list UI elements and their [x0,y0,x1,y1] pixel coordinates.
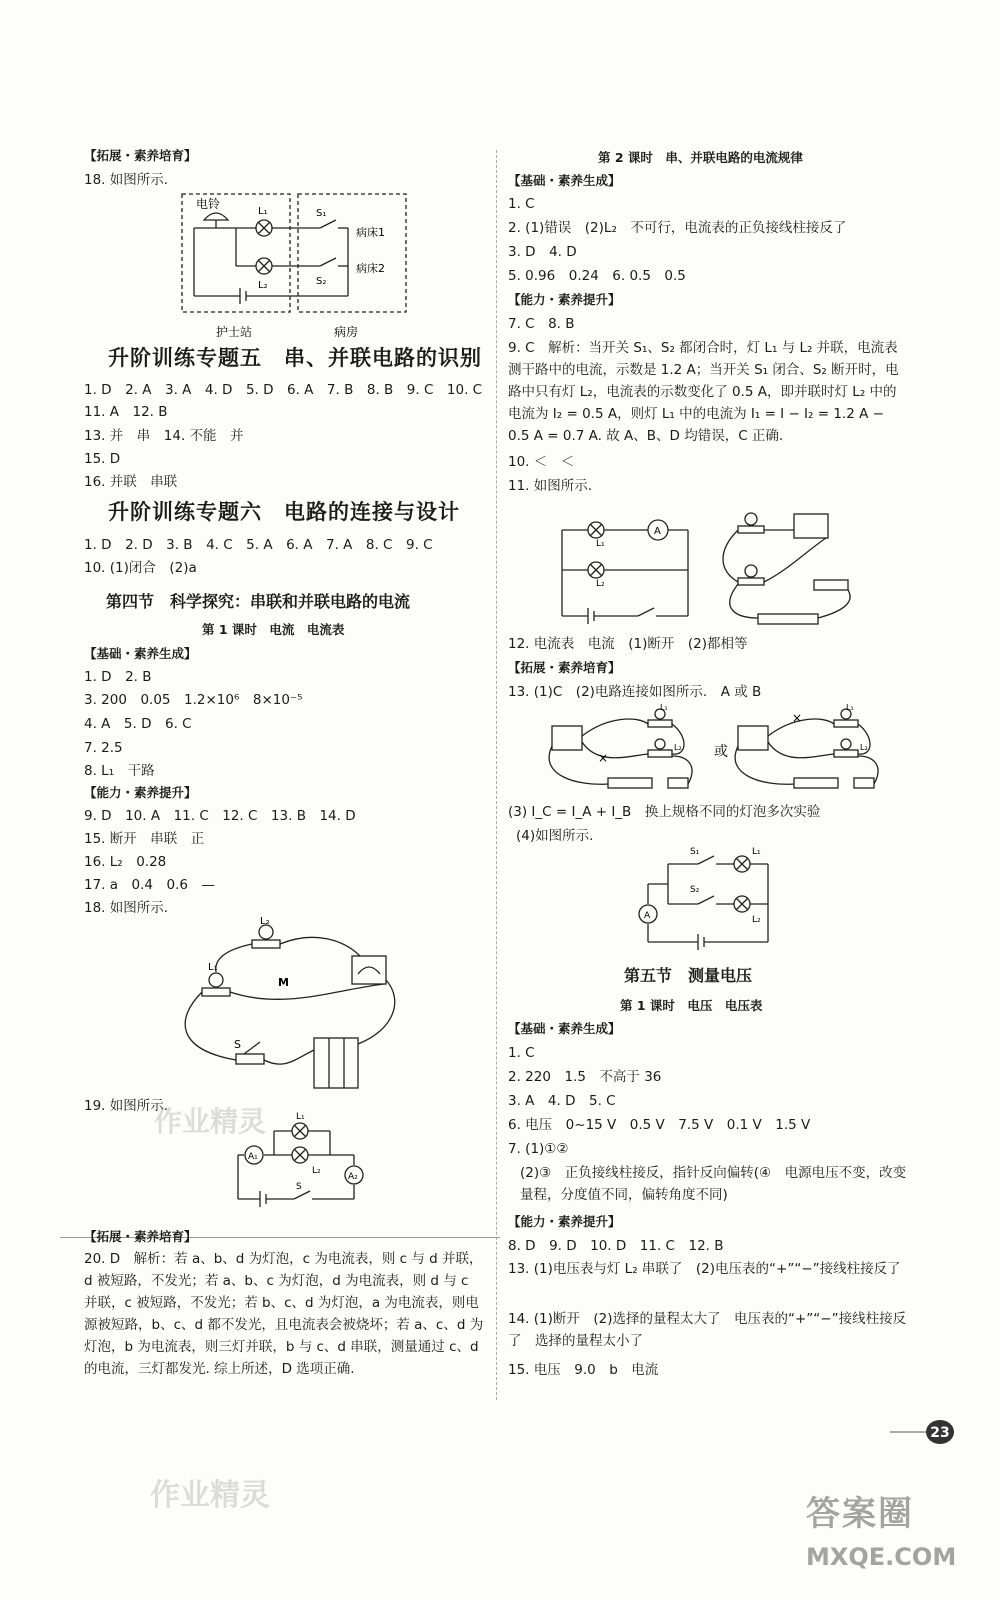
topic5-line5: 16. 并联 串联 [84,474,178,490]
q10-answer: 10. ＜ ＜ [508,454,575,470]
cross-mark-2: × [792,711,803,725]
fig11-l2-label: L₂ [596,579,605,589]
ability-line5: 18. 如图所示. [84,900,169,916]
or-label: 或 [714,744,728,760]
q11-text: 11. 如图所示. [508,478,593,494]
fig19-a1-label: A₁ [248,1152,258,1162]
voltage-line10: 15. 电压 9.0 b 电流 [508,1362,659,1378]
topic5-line3: 13. 并 串 14. 不能 并 [84,428,244,444]
q13-line3: (3) I_C = I_A + I_B 换上规格不同的灯泡多次实验 [508,804,821,820]
fig18-l1-label: L₁ [208,962,218,973]
ability-header: 【能力・素养提升】 [84,785,197,800]
right-basic-line4: 5. 0.96 0.24 6. 0.5 0.5 [508,268,686,284]
cross-mark-1: × [598,751,609,765]
fig13d-s1-label: S₁ [690,847,700,857]
voltage-line5: 7. (1)①② [508,1141,569,1157]
q13-line4: (4)如图所示. [516,828,594,844]
lesson2-title: 第 2 课时 串、并联电路的电流规律 [598,150,803,165]
nurse-station-label: 护士站 [216,325,253,339]
q18-text: 18. 如图所示. [84,172,169,188]
ward-label: 病房 [334,325,359,339]
page-number-badge [920,1418,960,1446]
watermark-1: 作业精灵 [154,1105,267,1138]
q11-circuit-diagrams [558,510,868,640]
logo-url: MXQE.COM [806,1543,957,1571]
basic-line5: 8. L₁ 干路 [84,763,155,779]
site-logo [806,1486,966,1586]
fig18-m-label: M [278,976,289,989]
voltage-line2: 2. 220 1.5 不高于 36 [508,1069,662,1085]
voltage-line6: (2)③ 正负接线柱接反，指针反向偏转(④ 电源电压不变，改变量程，分度值不同，偏转角度不同) [520,1165,907,1203]
logo-text: 答案圈 [806,1494,914,1534]
basic-line1: 1. D 2. B [84,669,152,685]
lesson1-title: 第 1 课时 电流 电流表 [202,622,345,637]
right-basic-line1: 1. C [508,196,535,212]
voltage-line7: 8. D 9. D 10. D 11. C 12. B [508,1238,724,1254]
basic-header-right: 【基础・素养生成】 [508,173,621,188]
q13-line1: 13. (1)C (2)电路连接如图所示. A 或 B [508,684,762,700]
ability-line1: 9. D 10. A 11. C 12. C 13. B 14. D [84,808,356,824]
fig11-l1-label: L₁ [596,539,605,549]
fig11-a-label: A [654,526,661,537]
q13-4-circuit-diagram [638,848,788,952]
topic5-line4: 15. D [84,451,121,467]
topic5-line2: 11. A 12. B [84,404,168,420]
basic-line4: 7. 2.5 [84,740,123,756]
watermark-2: 作业精灵 [150,1478,270,1513]
q12-answer: 12. 电流表 电流 (1)断开 (2)都相等 [508,636,748,652]
topic6-title: 升阶训练专题六 电路的连接与设计 [108,500,460,524]
q18-physical-circuit-diagram [164,916,414,1100]
fig13d-l1-label: L₁ [752,847,761,857]
svg-text:L₂: L₂ [674,743,682,752]
fig13d-a-label: A [644,911,651,921]
q19-text: 19. 如图所示. [84,1098,169,1114]
nurse-station-circuit-diagram [180,192,412,352]
basic-header: 【基础・素养生成】 [84,646,197,661]
topic6-line2: 10. (1)闭合 (2)a [84,560,197,576]
ability-header-voltage: 【能力・素养提升】 [508,1214,621,1229]
fig13d-l2-label: L₂ [752,915,761,925]
right-basic-line2: 2. (1)错误 (2)L₂ 不可行，电流表的正负接线柱接反了 [508,220,847,236]
lamp-l1-label: L₁ [258,206,268,217]
fig19-l2-label: L₂ [312,1166,321,1176]
q13-physical-circuit-diagrams [538,703,898,798]
fig19-a2-label: A₂ [348,1172,358,1182]
extension-header-right: 【拓展・素养培育】 [508,660,621,675]
q20-explanation: 20. D 解析：若 a、b、d 为灯泡，c 为电流表，则 c 与 d 并联，d 被短路，不发光；若 a、b、c 为灯泡，d 为电流表，则 d 与 c 并联，c 被短路，不发光；若 b、c、d 为灯泡，a 为电流表，则电源被短路，b、c、d 都不发光，且电流表会被烧坏；若 a、c、d 为灯泡，b 为电流表，则三灯并联，b 与 c、d 串联，测量通过 c、d 的电流，三灯都发光. 综上所述，D 选项正确. [84,1251,484,1377]
svg-text:L₂: L₂ [860,743,868,752]
topic5-title: 升阶训练专题五 串、并联电路的识别 [108,346,482,370]
right-ability-line1: 7. C 8. B [508,316,575,332]
basic-line2: 3. 200 0.05 1.2×10⁶ 8×10⁻⁵ [84,692,303,708]
bell-label: 电铃 [196,197,221,211]
topic5-line1: 1. D 2. A 3. A 4. D 5. D 6. A 7. B 8. B 9. C 10. C [84,382,483,398]
extension-header-2: 【拓展・素养培育】 [84,1229,197,1244]
voltage-line9: 14. (1)断开 (2)选择的量程太大了 电压表的“+”“−”接线柱接反了 选择的量程太小了 [508,1311,907,1349]
ability-header-right: 【能力・素养提升】 [508,292,621,307]
basic-header-voltage: 【基础・素养生成】 [508,1021,621,1036]
fig18-s-label: S [234,1038,241,1051]
ability-line4: 17. a 0.4 0.6 — [84,877,215,893]
right-basic-line3: 3. D 4. D [508,244,577,260]
fig18-l2-label: L₂ [260,916,270,927]
column-divider [496,150,497,1400]
q9-explanation: 9. C 解析：当开关 S₁、S₂ 都闭合时，灯 L₁ 与 L₂ 并联，电流表测干路中的电流，示数是 1.2 A；当开关 S₁ 闭合、S₂ 断开时，电路中只有灯 L₂，电流表的示数变化了 0.5 A，即并联时灯 L₂ 中的电流为 I₂ = 0.5 A，则灯 L₁ 中的电流为 I₁ = I − I₂ = 1.2 A − 0.5 A = 0.7 A. 故 A、B、D 均错误，C 正确. [508,340,899,444]
voltage-line1: 1. C [508,1045,535,1061]
section5-title: 第五节 测量电压 [624,966,753,985]
svg-text:L₁: L₁ [660,703,668,712]
lamp-l2-label: L₂ [258,280,268,291]
switch-s2-label: S₂ [316,276,327,287]
voltage-line8: 13. (1)电压表与灯 L₂ 串联了 (2)电压表的“+”“−”接线柱接反了 [508,1261,901,1277]
basic-line3: 4. A 5. D 6. C [84,716,192,732]
lesson1-voltage-title: 第 1 课时 电压 电压表 [620,998,763,1013]
ability-line3: 16. L₂ 0.28 [84,854,167,870]
fig13d-s2-label: S₂ [690,885,700,895]
switch-s1-label: S₁ [316,208,327,219]
svg-text:L₁: L₁ [846,703,854,712]
bed2-label: 病床2 [356,262,385,275]
voltage-line3: 3. A 4. D 5. C [508,1093,616,1109]
voltage-line4: 6. 电压 0~15 V 0.5 V 7.5 V 0.1 V 1.5 V [508,1117,811,1133]
page-number: 23 [930,1425,950,1441]
topic6-line1: 1. D 2. D 3. B 4. C 5. A 6. A 7. A 8. C 9. C [84,537,433,553]
section4-title: 第四节 科学探究：串联和并联电路的电流 [106,592,411,611]
fig19-l1-label: L₁ [296,1112,305,1122]
bed1-label: 病床1 [356,226,385,239]
extension-header: 【拓展・素养培育】 [84,148,197,163]
fig19-s-label: S [296,1182,302,1192]
ability-line2: 15. 断开 串联 正 [84,831,205,847]
